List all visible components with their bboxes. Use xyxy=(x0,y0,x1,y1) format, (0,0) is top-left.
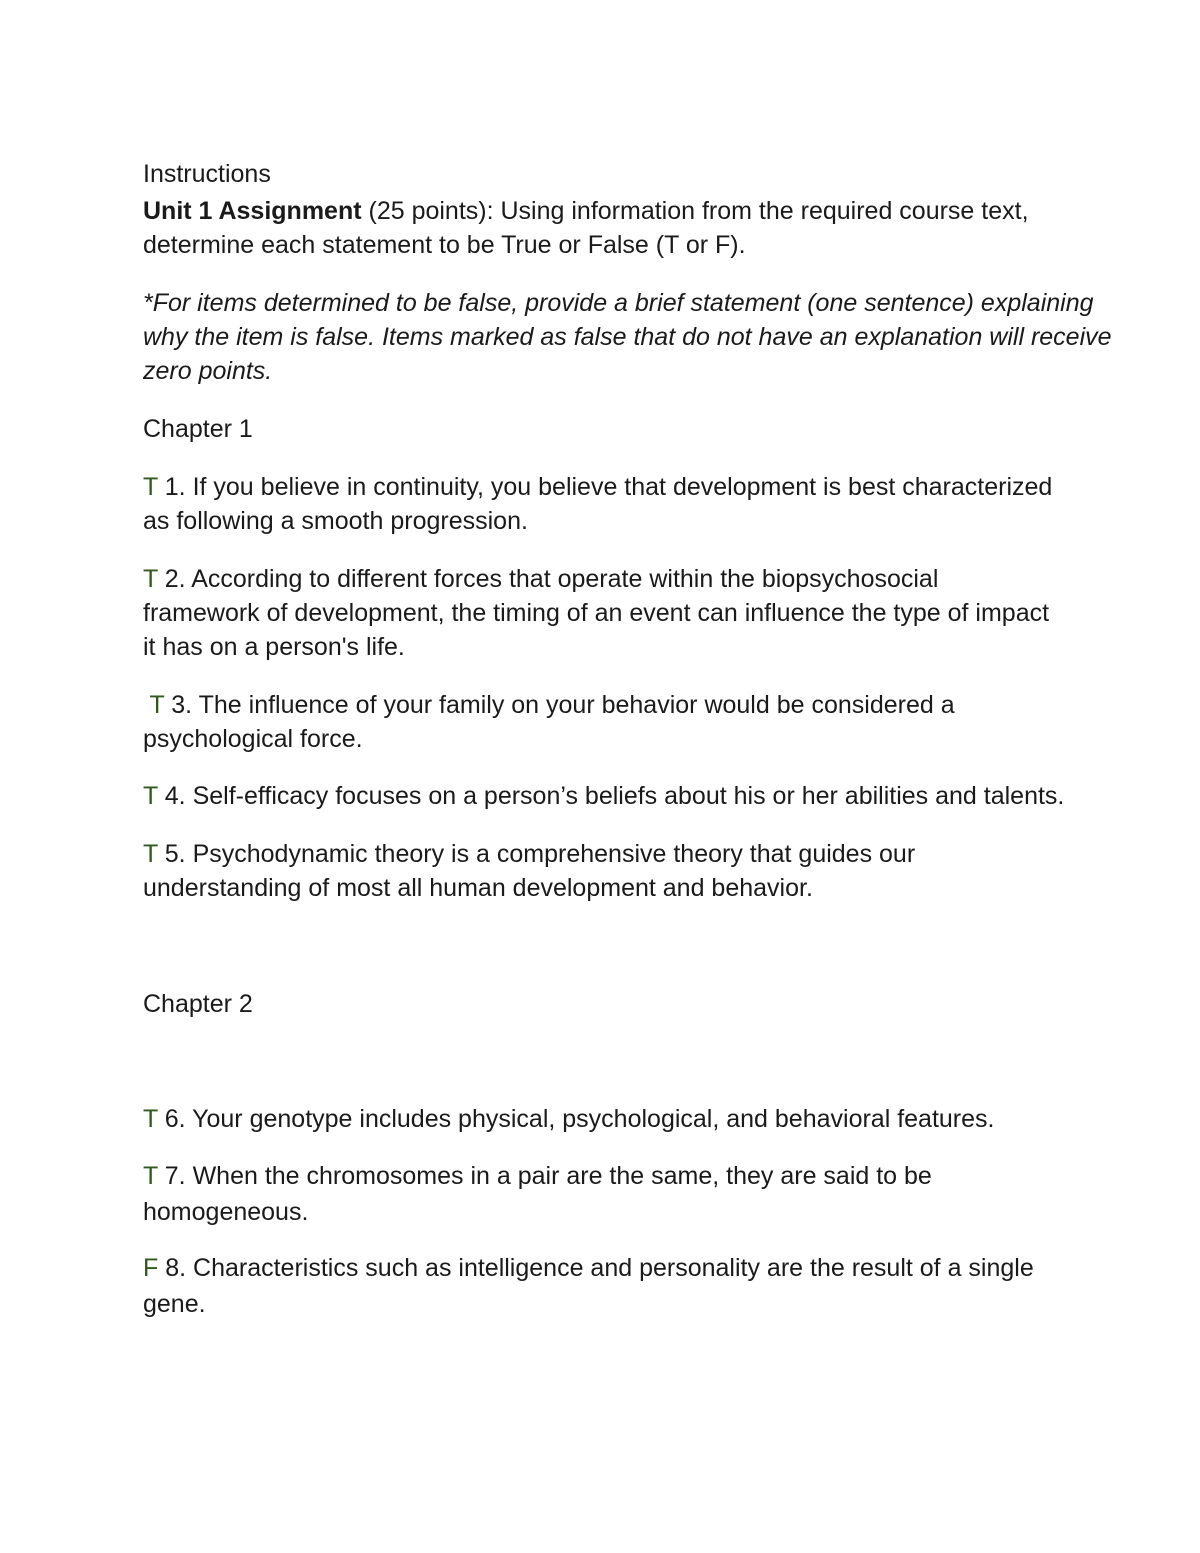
answer-mark: T xyxy=(143,840,158,868)
question-item xyxy=(143,1102,995,1136)
chapter-1-heading: Chapter 1 xyxy=(143,415,253,443)
question-text: 2. According to different forces that operate within the biopsychosocial xyxy=(157,565,939,593)
question-text-continued: framework of development, the timing of an event can influence the type of impact xyxy=(143,599,1050,627)
answer-mark: T xyxy=(143,473,158,501)
question-item xyxy=(143,562,938,596)
question-item xyxy=(143,1159,932,1193)
question-text: 7. When the chromosomes in a pair are the same, they are said to be xyxy=(157,1162,932,1190)
document-page xyxy=(143,0,1200,1553)
answer-mark: T xyxy=(143,782,158,810)
question-text: 6. Your genotype includes physical, psychological, and behavioral features. xyxy=(157,1105,995,1133)
question-text-continued: as following a smooth progression. xyxy=(143,507,528,535)
question-item xyxy=(143,779,1064,813)
question-item xyxy=(143,1251,1034,1285)
question-text: 1. If you believe in continuity, you believe that development is best characterized xyxy=(157,473,1053,501)
question-item xyxy=(143,470,1052,504)
assignment-line-1 xyxy=(143,194,1029,228)
question-text-continued: gene. xyxy=(143,1290,206,1318)
answer-mark: T xyxy=(143,1105,158,1133)
question-text: 5. Psychodynamic theory is a comprehensive theory that guides our xyxy=(157,840,916,868)
question-text: 8. Characteristics such as intelligence and personality are the result of a single xyxy=(158,1254,1034,1282)
note-line-2: why the item is false. Items marked as false that do not have an explanation will receive xyxy=(143,323,1112,351)
question-item xyxy=(143,688,955,722)
assignment-description: (25 points): Using information from the required course text, xyxy=(361,197,1029,225)
answer-mark: T xyxy=(143,691,165,719)
answer-mark: T xyxy=(143,565,158,593)
assignment-title: Unit 1 Assignment xyxy=(143,197,362,225)
question-text-continued: understanding of most all human development and behavior. xyxy=(143,874,813,902)
question-text: 4. Self-efficacy focuses on a person’s beliefs about his or her abilities and talents. xyxy=(157,782,1065,810)
question-text-continued: homogeneous. xyxy=(143,1198,309,1226)
question-item xyxy=(143,837,915,871)
assignment-line-2: determine each statement to be True or False (T or F). xyxy=(143,231,746,259)
instructions-label: Instructions xyxy=(143,160,271,188)
question-text: 3. The influence of your family on your behavior would be considered a xyxy=(164,691,955,719)
question-text-continued: it has on a person's life. xyxy=(143,633,405,661)
note-line-3: zero points. xyxy=(143,357,273,385)
chapter-2-heading: Chapter 2 xyxy=(143,990,253,1018)
answer-mark: F xyxy=(143,1254,159,1282)
question-text-continued: psychological force. xyxy=(143,725,363,753)
answer-mark: T xyxy=(143,1162,158,1190)
note-line-1: *For items determined to be false, provide a brief statement (one sentence) explaining xyxy=(143,289,1094,317)
